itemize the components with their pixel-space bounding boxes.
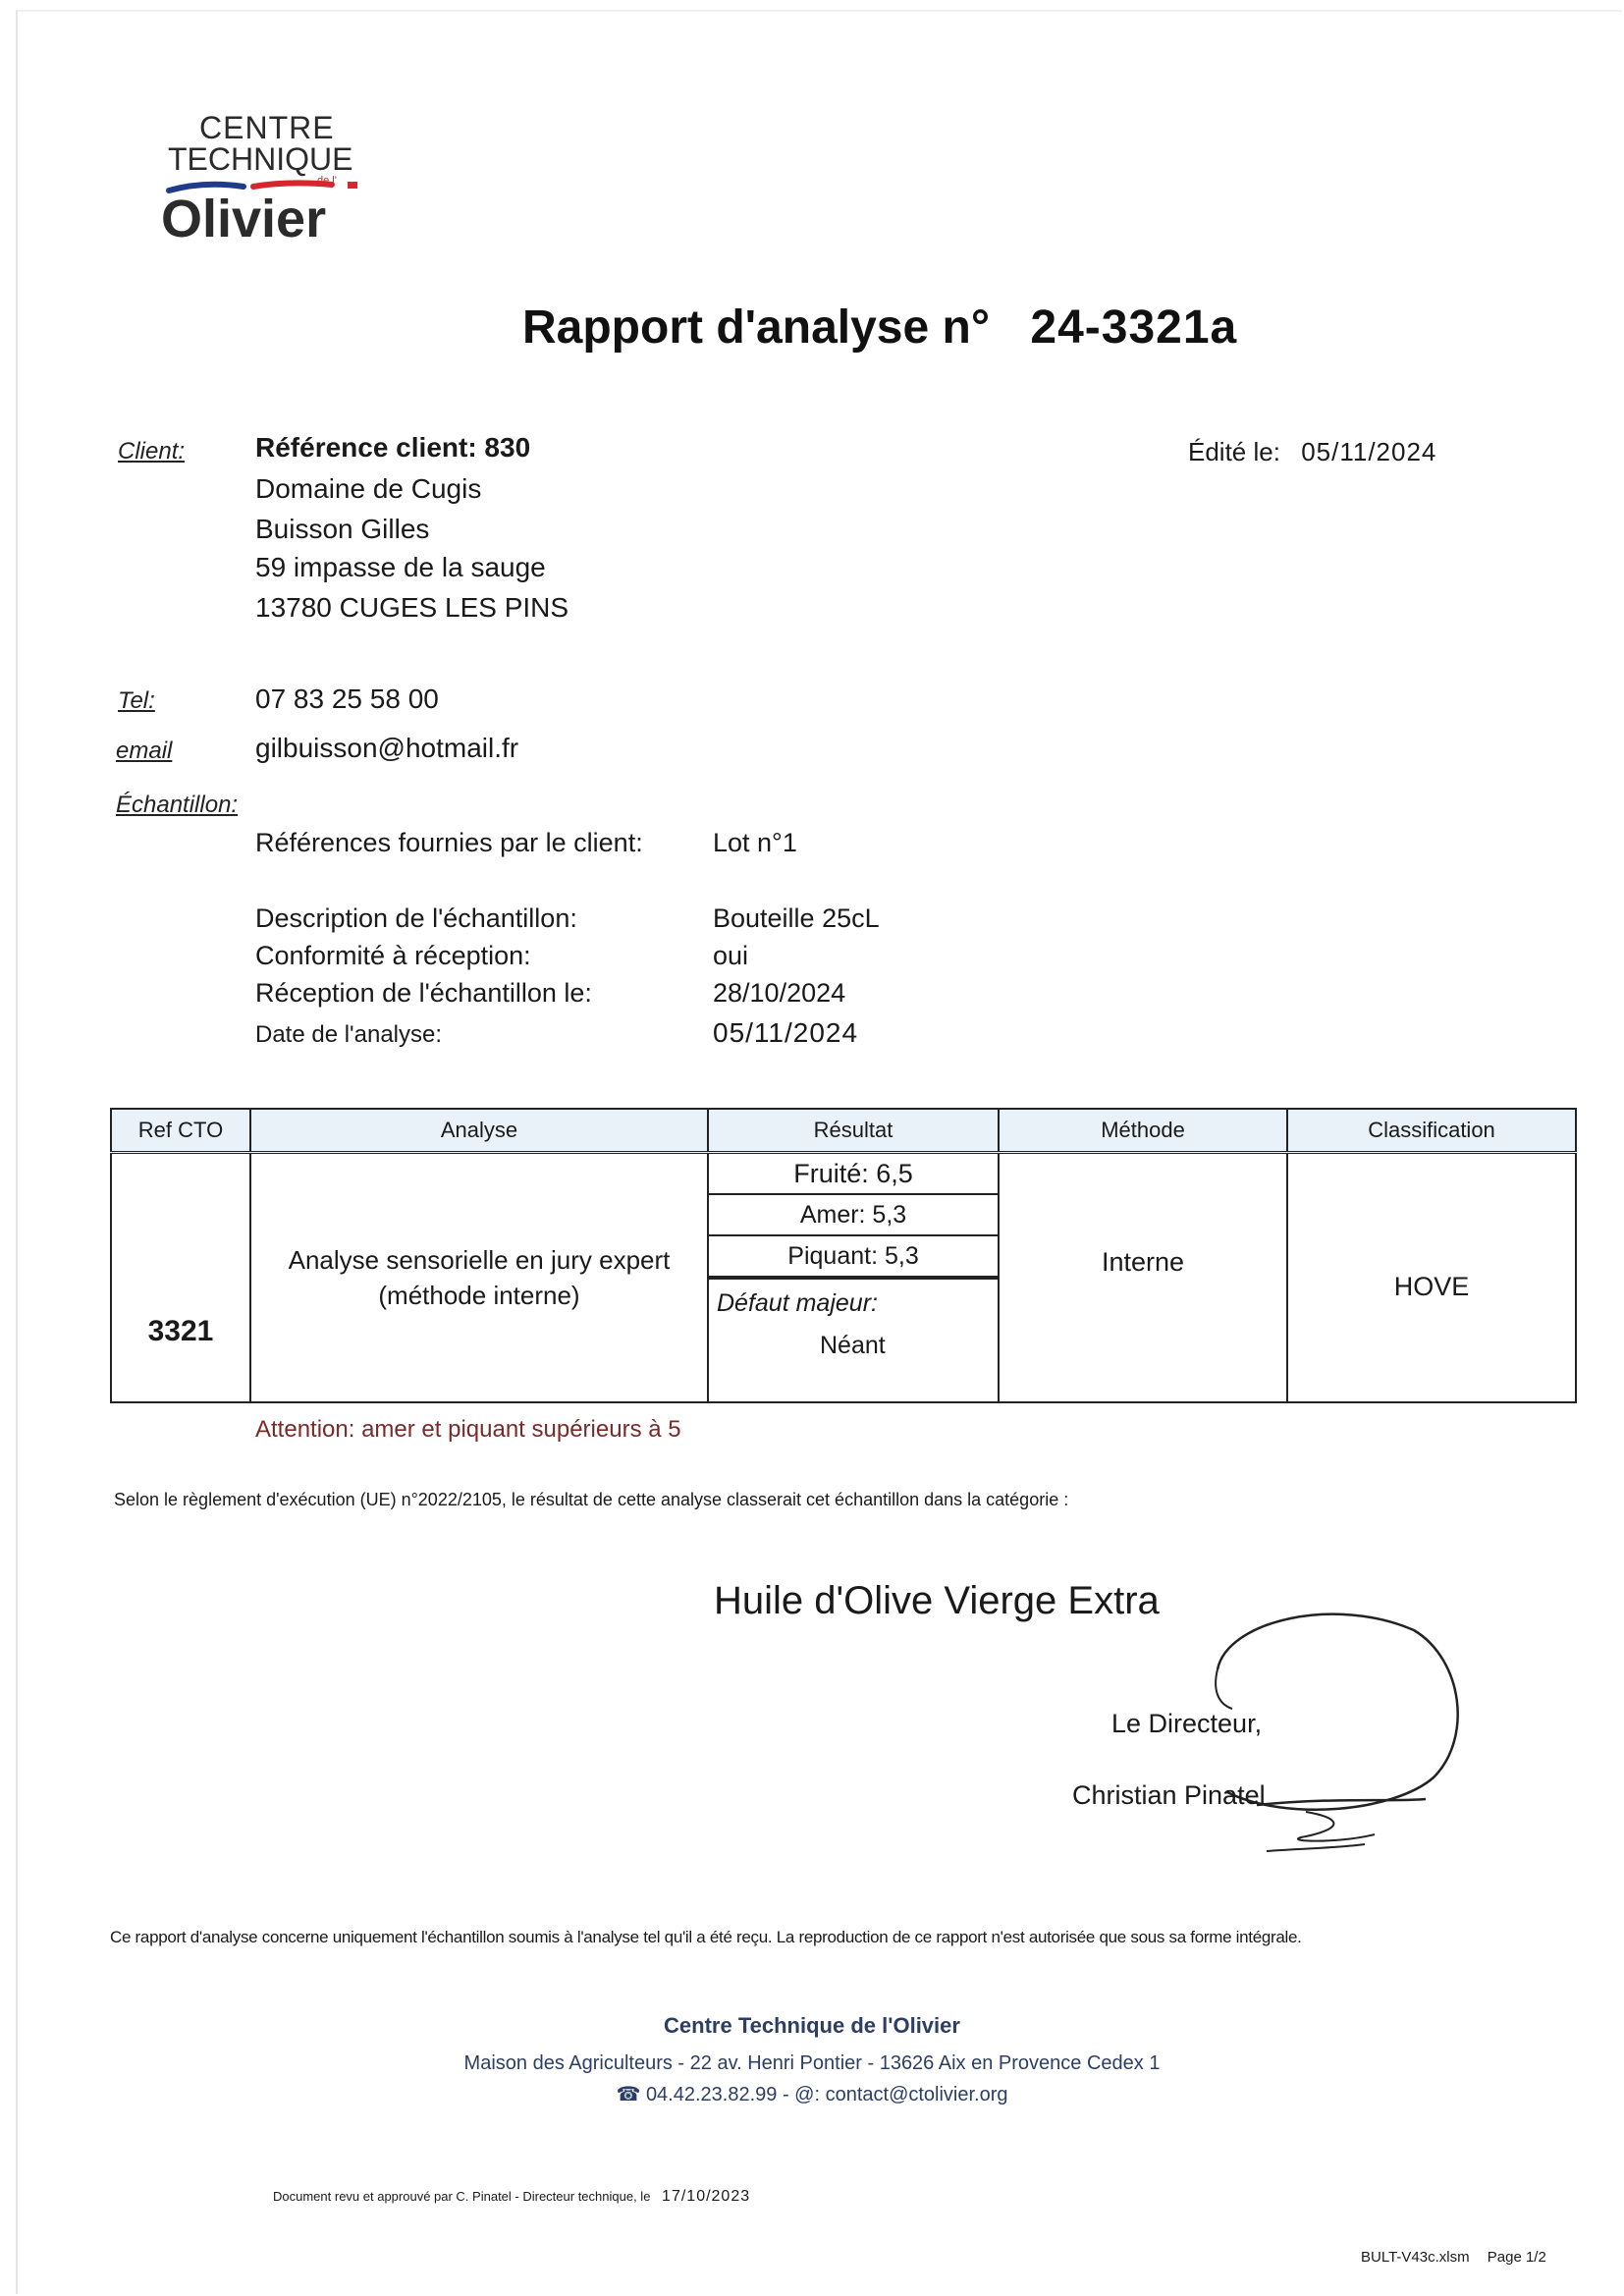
analyse-line1: Analyse sensorielle en jury expert	[288, 1244, 671, 1275]
sample-field-value: 28/10/2024	[713, 978, 846, 1008]
logo-small-de: de l'	[317, 175, 337, 187]
sample-field-label: Conformité à réception:	[255, 941, 531, 970]
header-analyse: Analyse	[250, 1109, 708, 1153]
report-title-label: Rapport d'analyse n°	[522, 301, 991, 354]
header-ref-cto: Ref CTO	[111, 1109, 250, 1153]
defaut-label: Défaut majeur:	[717, 1289, 878, 1317]
cell-ref: 3321	[111, 1153, 250, 1402]
client-address-line1: 59 impasse de la sauge	[255, 552, 546, 582]
client-contact: Buisson Gilles	[255, 514, 430, 544]
disclaimer: Ce rapport d'analyse concerne uniquement l'échantillon soumis à l'analyse tel qu'il a été reçu. La reproduction de ce rapport n'est autorisée que sous sa forme intégrale.	[110, 1928, 1302, 1946]
category-result: Huile d'Olive Vierge Extra	[714, 1579, 1160, 1622]
result-defaut	[709, 1278, 998, 1395]
signature-name: Christian Pinatel	[1072, 1780, 1266, 1810]
page-number: Page 1/2	[1487, 2249, 1546, 2266]
header-methode: Méthode	[999, 1109, 1287, 1153]
cell-methode: Interne	[999, 1153, 1287, 1402]
cell-classification: HOVE	[1287, 1153, 1576, 1402]
report-number: 24-3321a	[1030, 301, 1238, 354]
table-header-row	[111, 1109, 1576, 1153]
logo-line-olivier: Olivier	[161, 190, 327, 248]
analyse-line2: (méthode interne)	[378, 1280, 580, 1310]
header-resultat: Résultat	[708, 1109, 999, 1153]
footer-org: Centre Technique de l'Olivier	[664, 2013, 960, 2038]
client-reference: Référence client: 830	[255, 432, 531, 463]
sample-field-label: Description de l'échantillon:	[255, 903, 577, 933]
result-piquant: Piquant: 5,3	[709, 1236, 998, 1278]
phone-icon: ☎	[616, 2084, 641, 2105]
footer-contact	[0, 2082, 1624, 2106]
approval-date: 17/10/2023	[662, 2188, 751, 2205]
report-title	[522, 301, 1237, 355]
cell-analyse	[250, 1153, 708, 1402]
client-name: Domaine de Cugis	[255, 473, 482, 504]
logo-line-centre: CENTRE	[199, 110, 335, 145]
footer-phone-contact: 04.42.23.82.99 - @: contact@ctolivier.org	[645, 2084, 1008, 2105]
file-name: BULT-V43c.xlsm	[1361, 2249, 1470, 2266]
tel-value: 07 83 25 58 00	[255, 683, 439, 714]
email-value: gilbuisson@hotmail.fr	[255, 733, 519, 763]
edited-date: 05/11/2024	[1301, 437, 1437, 466]
result-fruite: Fruité: 6,5	[709, 1154, 998, 1195]
defaut-value: Néant	[820, 1332, 886, 1359]
sample-label: Échantillon:	[116, 792, 239, 818]
sample-field-label: Références fournies par le client:	[255, 828, 643, 857]
sample-field-label: Réception de l'échantillon le:	[255, 978, 592, 1008]
edited-label: Édité le:	[1188, 437, 1280, 466]
results-table	[110, 1108, 1577, 1403]
email-label: email	[116, 738, 173, 764]
client-label: Client:	[118, 438, 186, 465]
table-row	[111, 1153, 1576, 1402]
footer-file-page	[1361, 2249, 1546, 2266]
sample-field-value: Lot n°1	[713, 828, 797, 857]
approval-text: Document revu et approuvé par C. Pinatel - Directeur technique, le	[273, 2189, 651, 2204]
result-amer: Amer: 5,3	[709, 1195, 998, 1236]
signature-role: Le Directeur,	[1111, 1709, 1263, 1738]
logo-line-technique: TECHNIQUE	[168, 141, 353, 177]
edited-date-block	[1188, 437, 1436, 467]
cell-resultat	[708, 1153, 999, 1402]
tel-label: Tel:	[118, 687, 155, 714]
sample-field-value: oui	[713, 941, 749, 970]
sample-field-value: 05/11/2024	[713, 1017, 859, 1048]
footer-address: Maison des Agriculteurs - 22 av. Henri Pontier - 13626 Aix en Provence Cedex 1	[463, 2052, 1161, 2074]
attention-note: Attention: amer et piquant supérieurs à 5	[255, 1416, 681, 1443]
regulation-text: Selon le règlement d'exécution (UE) n°2022/2105, le résultat de cette analyse classerait cet échantillon dans la catégorie :	[114, 1490, 1069, 1509]
sample-field-label: Date de l'analyse:	[255, 1021, 443, 1048]
approval-note	[273, 2188, 750, 2206]
sample-field-value: Bouteille 25cL	[713, 903, 880, 933]
client-address-line2: 13780 CUGES LES PINS	[255, 592, 569, 623]
header-classification: Classification	[1287, 1109, 1576, 1153]
